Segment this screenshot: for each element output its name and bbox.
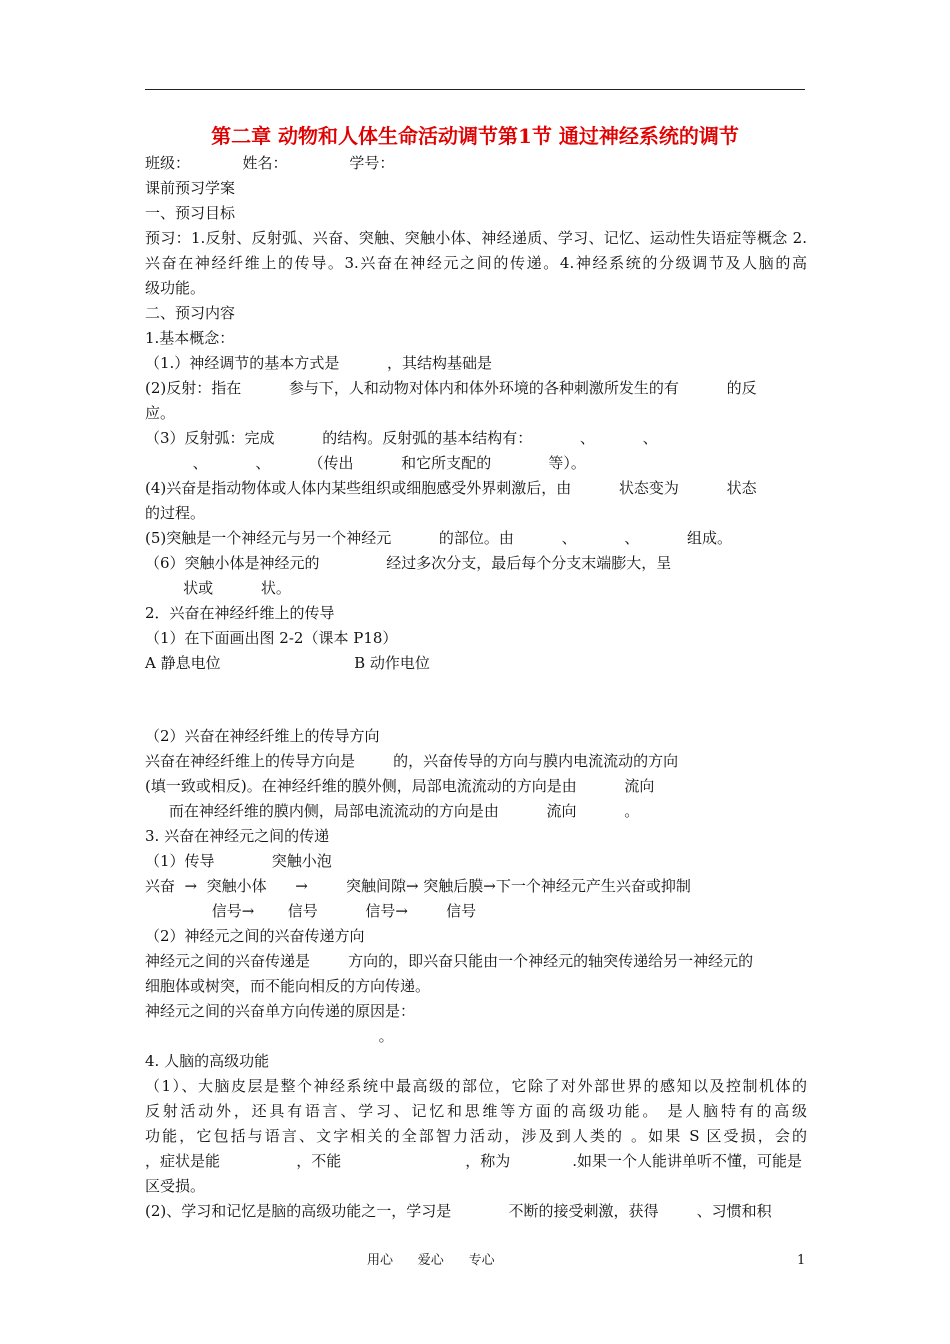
text-line: （1）传导 突触小泡 [145, 852, 332, 870]
text-line: (5)突触是一个神经元与另一个神经元 的部位。由 、 、 组成。 [145, 529, 732, 547]
text-line: 功能，它包括与语言、文字相关的全部智力活动，涉及到人类的 。如果 S 区受损，会的 [145, 1127, 807, 1145]
text-line: 、 、 （传出 和它所支配的 等）。 [145, 454, 586, 472]
text-line: 的过程。 [145, 504, 206, 522]
text-line: （1.）神经调节的基本方式是 ，其结构基础是 [145, 354, 492, 372]
text-line: 神经元之间的兴奋单方向传递的原因是： [145, 1002, 416, 1020]
text-line: 1.基本概念： [145, 329, 235, 347]
student-info-line: 班级： 姓名： 学号： [145, 154, 395, 172]
text-line: 级功能。 [145, 279, 206, 297]
page-title: 第二章 动物和人体生命活动调节第1节 通过神经系统的调节 [211, 124, 739, 148]
subsection-heading: 二、预习内容 [145, 304, 236, 322]
subsection-heading: 3. 兴奋在神经元之间的传递 [145, 827, 330, 845]
text-line: 而在神经纤维的膜内侧，局部电流流动的方向是由 流向 。 [145, 802, 640, 820]
text-line: （3）反射弧：完成 的结构。反射弧的基本结构有： 、 、 [145, 429, 658, 447]
subsection-heading: 2．兴奋在神经纤维上的传导 [145, 604, 335, 622]
text-line: 兴奋 → 突触小体 → 突触间隙→ 突触后膜→下一个神经元产生兴奋或抑制 [145, 877, 691, 895]
text-line: 反射活动外，还具有语言、学习、记忆和思维等方面的高级功能。 是人脑特有的高级 [145, 1102, 807, 1120]
text-line: 区受损。 [145, 1177, 206, 1195]
text-line: 兴奋在神经纤维上的传导。3.兴奋在神经元之间的传递。4.神经系统的分级调节及人脑的高 [145, 254, 807, 272]
text-line: A 静息电位 B 动作电位 [145, 654, 430, 672]
footer-motto: 用心 爱心 专心 [367, 1253, 495, 1268]
header-rule [145, 89, 805, 90]
subsection-heading: 一、预习目标 [145, 204, 236, 222]
text-line: （6）突触小体是神经元的 经过多次分支，最后每个分支末端膨大，呈 [145, 554, 672, 572]
text-line: 神经元之间的兴奋传递是 方向的，即兴奋只能由一个神经元的轴突传递给另一神经元的 [145, 952, 754, 970]
text-line: （2）神经元之间的兴奋传递方向 [145, 927, 365, 945]
text-line: (2)、学习和记忆是脑的高级功能之一，学习是 不断的接受刺激，获得 、习惯和积 [145, 1202, 772, 1220]
text-line: 应。 [145, 404, 176, 422]
text-line: 兴奋在神经纤维上的传导方向是 的，兴奋传导的方向与膜内电流流动的方向 [145, 752, 679, 770]
section-heading: 课前预习学案 [145, 179, 236, 197]
text-line: 细胞体或树突，而不能向相反的方向传递。 [145, 977, 431, 995]
text-line: 预习：1.反射、反射弧、兴奋、突触、突触小体、神经递质、学习、记忆、运动性失语症等概念 2. [145, 229, 807, 247]
text-line: ，症状是能 ，不能 ，称为 .如果一个人能讲单听不懂，可能是 [145, 1152, 803, 1170]
text-line: (4)兴奋是指动物体或人体内某些组织或细胞感受外界刺激后，由 状态变为 状态 [145, 479, 757, 497]
text-line: 状或 状。 [145, 579, 291, 597]
text-line: (填一致或相反)。在神经纤维的膜外侧，局部电流流动的方向是由 流向 [145, 777, 655, 795]
page-number: 1 [797, 1253, 806, 1268]
text-line: （2）兴奋在神经纤维上的传导方向 [145, 727, 380, 745]
text-line: （1）、大脑皮层是整个神经系统中最高级的部位，它除了对外部世界的感知以及控制机体的 [145, 1077, 807, 1095]
text-line: (2)反射：指在 参与下，人和动物对体内和体外环境的各种刺激所发生的有 的反 [145, 379, 757, 397]
text-line: （1）在下面画出图 2-2（课本 P18） [145, 629, 398, 647]
text-line: 信号→ 信号 信号→ 信号 [145, 902, 477, 920]
text-line: 。 [145, 1027, 394, 1045]
subsection-heading: 4. 人脑的高级功能 [145, 1052, 270, 1070]
